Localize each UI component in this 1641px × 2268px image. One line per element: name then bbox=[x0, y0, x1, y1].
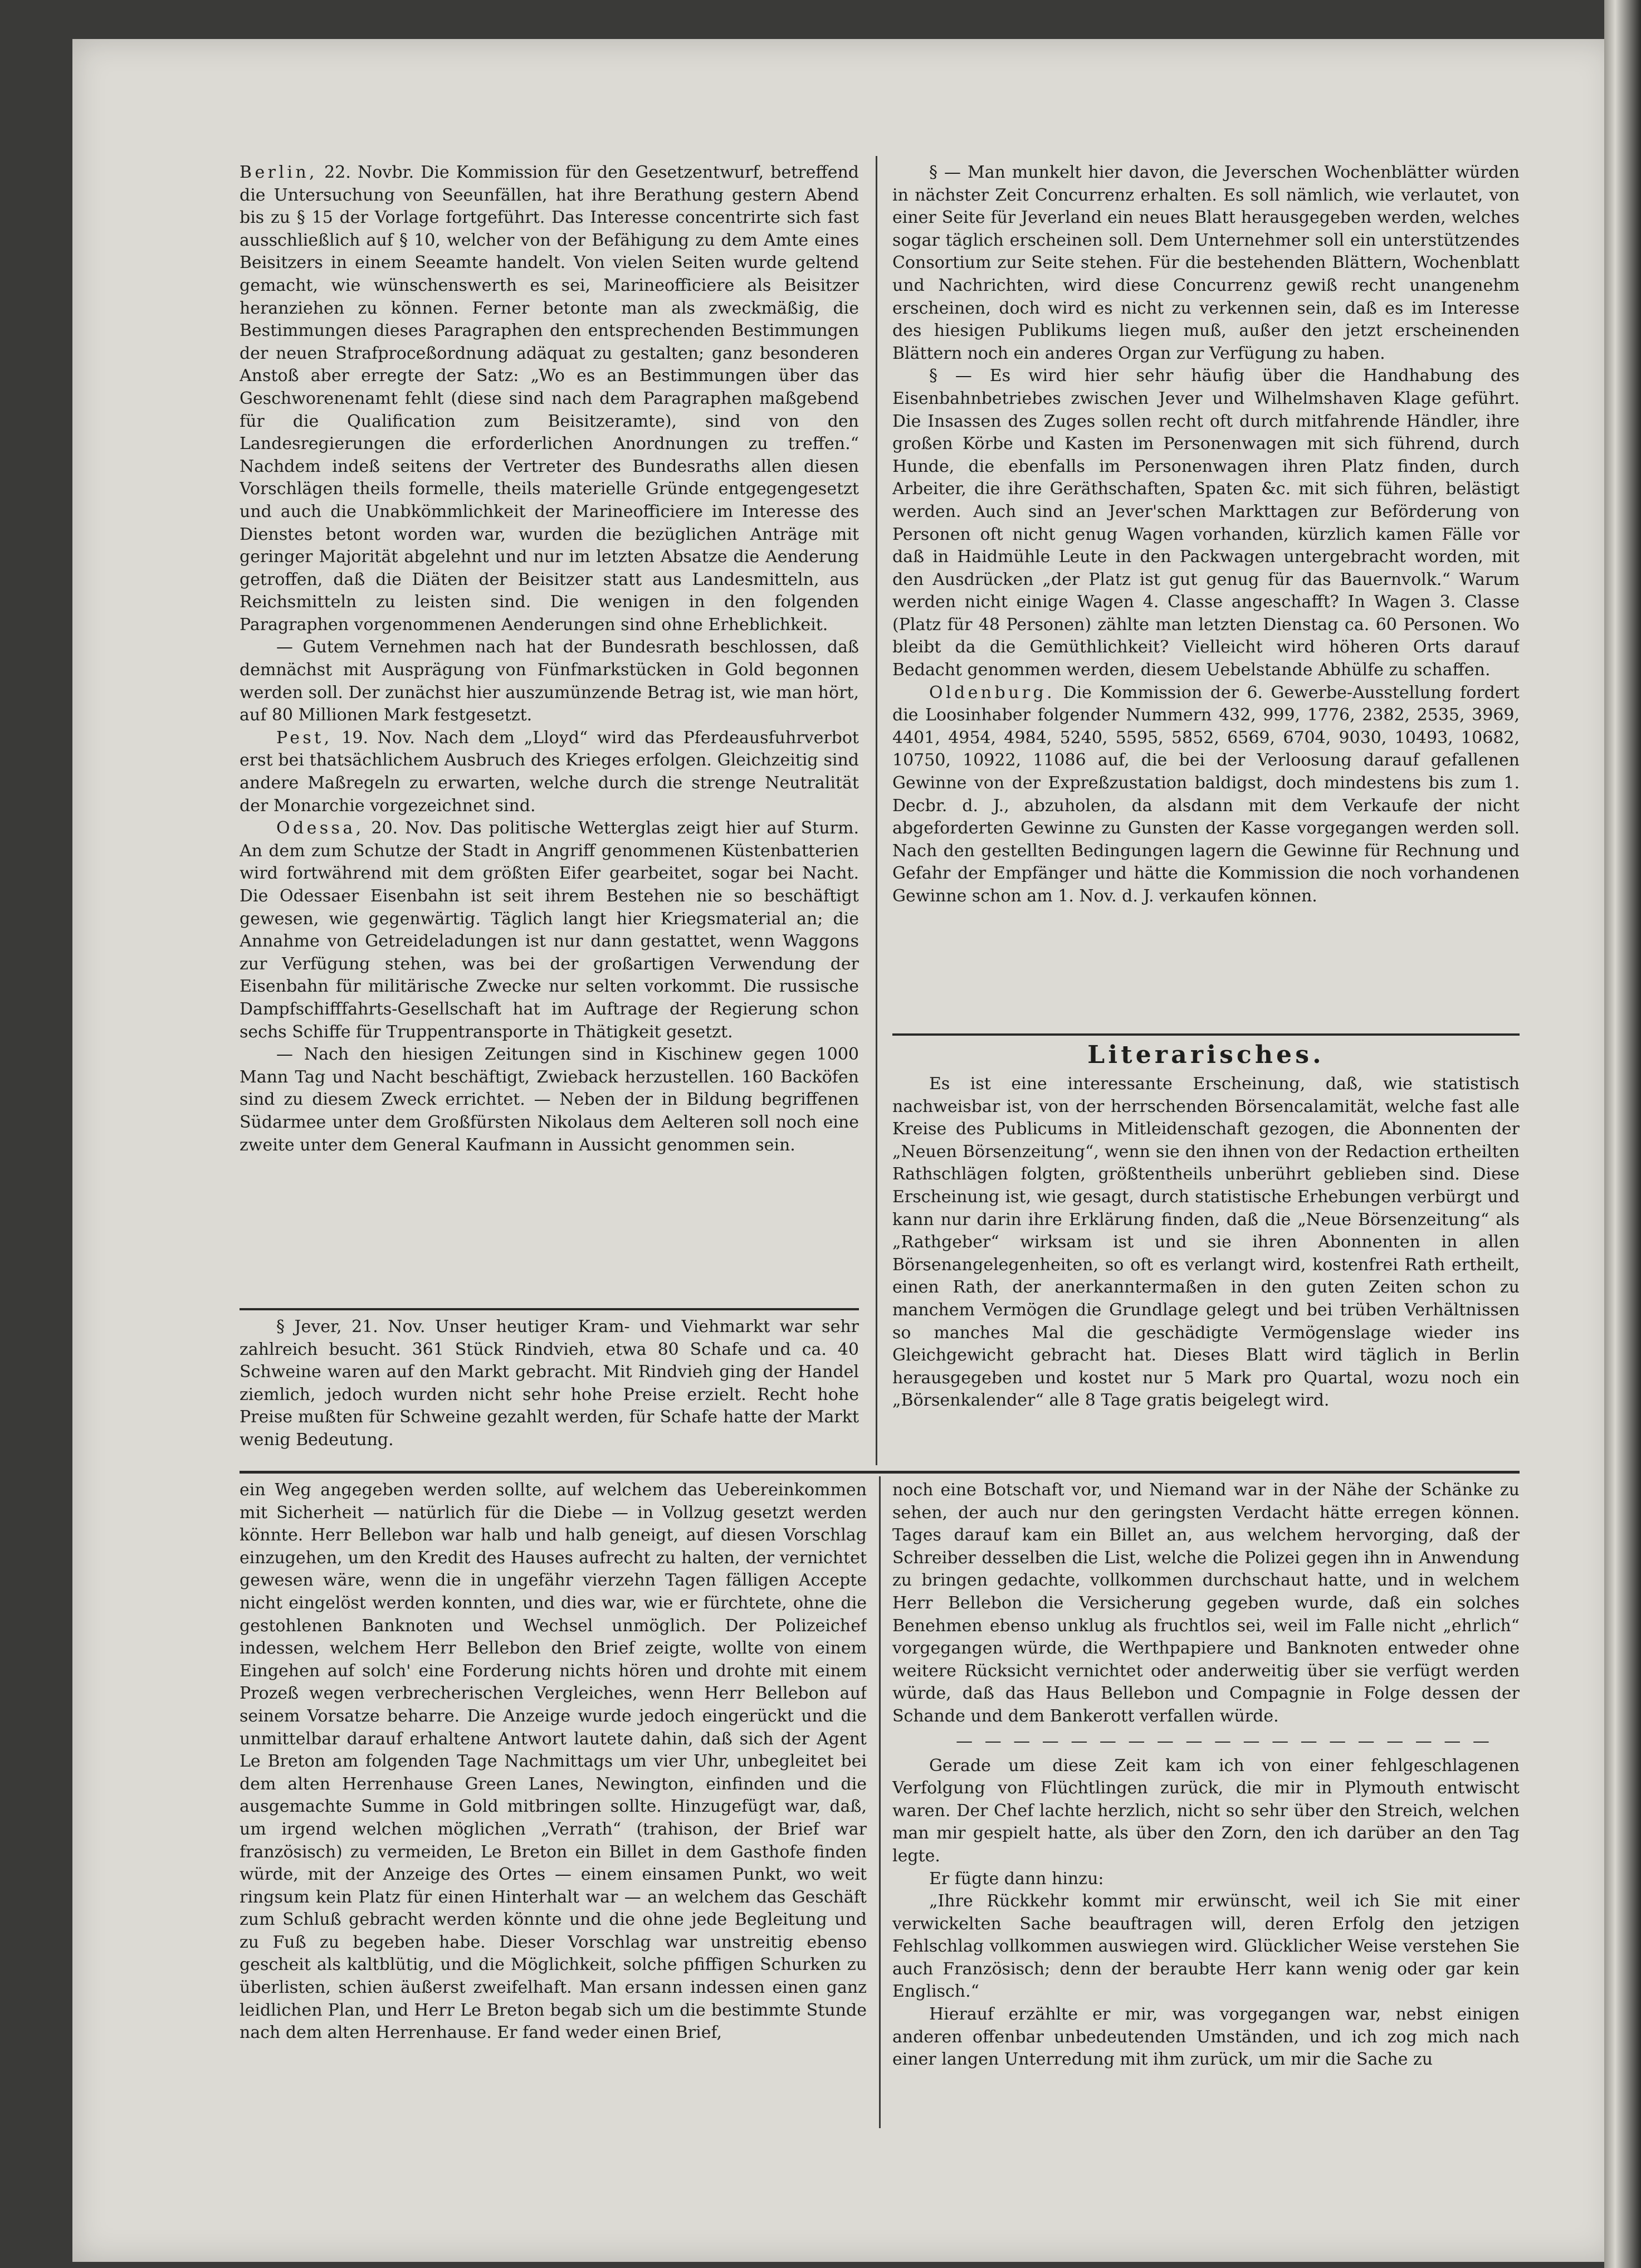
feuilleton-para-1: noch eine Botschaft vor, und Niemand war in der Nähe der Schänke zu sehen, der auch nur den geringsten Verdacht hätte erregen können. Tages darauf kam ein Billet an, aus welchem hervorging, daß der Schreiber desselben die List, welche die Polizei gegen ihn in Anwendung zu bringen gedachte, vollkommen durchschaut hatte, und in welchem Herr Bellebon die Versicherung gegeben wurde, daß ein solches Benehmen ebenso unklug als fruchtlos sei, weil im Falle nicht „ehrlich“ vorgegangen würde, die Werthpapiere und Banknoten entweder ohne weitere Rücksicht vernichtet oder anderweitig über sie verfügt werden würde, daß das Haus Bellebon und Compagnie in Folge dessen der Schande und dem Bankerott verfallen würde. bbox=[892, 1480, 1520, 1726]
article-kischinew: — Nach den hiesigen Zeitungen sind in Kischinew gegen 1000 Mann Tag und Nacht beschäftigt, Zwieback herzustellen. 160 Backöfen sind zu diesem Zweck errichtet. — Neben der in Bildung begriffenen Südarmee unter dem Großfürsten Nikolaus dem Aelteren soll noch eine zweite unter dem General Kaufmann in Aussicht genommen sein. bbox=[240, 1045, 859, 1155]
feuilleton-para-2: Gerade um diese Zeit kam ich von einer fehlgeschlagenen Verfolgung von Flüchtlingen zurück, die mir in Plymouth entwischt waren. Der Chef lachte herzlich, nicht so sehr über den Streich, welchen man mir gespielt hatte, als über den Zorn, den ich darüber an den Tag legte. bbox=[892, 1755, 1520, 1866]
feuilleton-para-5: Hierauf erzählte er mir, was vorgegangen war, nebst einigen anderen offenbar unbedeutenden Umständen, und ich zog mich nach einer langen Unterredung mit ihm zurück, um mir die Sache zu bbox=[892, 2004, 1520, 2070]
article-jever-press: § — Man munkelt hier davon, die Jeverschen Wochenblätter würden in nächster Zeit Concurrenz erhalten. Es soll nämlich, wie verlautet, von einer Seite für Jeverland ein neues Blatt herausgegeben werden, welches sogar täglich erscheinen soll. Dem Unternehmer soll ein unterstützendes Consortium zur Seite stehen. Für die bestehenden Blättern, Wochenblatt und Nachrichten, wird diese Concurrenz gewiß recht unangenehm erscheinen, doch wird es nicht zu verkennen sein, daß es im Interesse des hiesigen Publikums liegen muß, außer den jetzt erscheinenden Blättern noch ein anderes Organ zur Verfügung zu haben. bbox=[892, 163, 1520, 363]
article-oldenburg: Oldenburg. Die Kommission der 6. Gewerbe-Ausstellung fordert die Loosinhaber folgender Nummern 432, 999, 1776, 2382, 2535, 3969, 4401, 4954, 4984, 5240, 5595, 5852, 6569, 6704, 9030, 10493, 10682, 10750, 10922, 11086 auf, die bei der Verloosung darauf gefallenen Gewinne von der Expreßzustation baldigst, doch mindestens bis zum 1. Decbr. d. J., abzuholen, da alsdann mit dem Verkaufe der nicht abgeforderten Gewinne zu Gunsten der Kasse vorgegangen werden soll. Nach den gestellten Bedingungen lagern die Gewinne für Rechnung und Gefahr der Empfänger und hätte die Kommission die noch vorhandenen Gewinne schon am 1. Nov. d. J. verkaufen können. bbox=[892, 682, 1520, 906]
article-berlin: Berlin, 22. Novbr. Die Kommission für den Gesetzentwurf, betreffend die Untersuchung von Seeunfällen, hat ihre Berathung gestern Abend bis zu § 15 der Vorlage fortgeführt. Das Interesse concentrirte sich fast ausschließlich auf § 10, welcher von der Befähigung zu dem Amte eines Beisitzers in einem Seeamte handelt. Von vielen Seiten wurde geltend gemacht, wie wünschenswerth es sei, Marineofficiere als Beisitzer heranziehen zu können. Ferner betonte man als zweckmäßig, die Bestimmungen dieses Paragraphen den entsprechenden Bestimmungen der neuen Strafproceßordnung adäquat zu gestalten; ganz besonderen Anstoß aber erregte der Satz: „Wo es an Bestimmungen über das Geschworenenamt fehlt (diese sind nach dem Paragraphen maßgebend für die Qualification zum Beisitzeramte), sind von den Landesregierungen die erforderlichen Anordnungen zu treffen.“ Nachdem indeß seitens der Vertreter des Bundesraths allen diesen Vorschlägen theils formelle, theils materielle Gründe entgegengesetzt und auch die Unabkömmlichkeit der Marineofficiere im Interesse des Dienstes betont worden war, wurden die bezüglichen Anträge mit geringer Majorität abgelehnt und nur im letzten Absatze die Aenderung getroffen, daß die Diäten der Beisitzer statt aus Landesmitteln, aus Reichsmitteln zu leisten sind. Die wenigen in den folgenden Paragraphen vorgenommenen Aenderungen sind ohne Erheblichkeit. bbox=[240, 163, 859, 635]
feuilleton-text-left: ein Weg angegeben werden sollte, auf welchem das Uebereinkommen mit Sicherheit — natürlich für die Diebe — in Vollzug gesetzt werden könnte. Herr Bellebon war halb und halb geneigt, auf diesen Vorschlag einzugehen, um den Kredit des Hauses aufrecht zu halten, der vernichtet gewesen wäre, wenn die in ungefähr vierzehn Tagen fälligen Accepte nicht eingelöst werden konnten, und dies war, wie er fürchtete, ohne die gestohlenen Banknoten und Wechsel unmöglich. Der Polizeichef indessen, welchem Herr Bellebon den Brief zeigte, wollte von einem Eingehen auf solch' eine Forderung nichts hören und drohte mit einem Prozeß wegen verbrecherischen Vergleiches, wenn Herr Bellebon auf seinem Vorsatze beharre. Die Anzeige wurde jedoch eingerückt und die unmittelbar darauf erhaltene Antwort lautete dahin, daß sich der Agent Le Breton am folgenden Tage Nachmittags um vier Uhr, unbegleitet bei dem alten Herrenhause Green Lanes, Newington, einfinden und die ausgemachte Summe in Gold mitbringen sollte. Hinzugefügt war, daß, um irgend welchen möglichen „Verrath“ (trahison, der Brief war französisch) zu vermeiden, Le Breton ein Billet in dem Gasthofe finden würde, mit der Anzeige des Ortes — einem einsamen Punkt, wo weit ringsum kein Platz für einen Hinterhalt war — an welchem das Geschäft zum Schluß gebracht werden könnte und die ohne jede Begleitung und zu Fuß zu begeben habe. Dieser Vorschlag war unstreitig ebenso gescheit als kaltblütig, und die Möglichkeit, solche pfiffigen Schurken zu überlisten, schien äußerst zweifelhaft. Man ersann indessen einen ganz leidlichen Plan, und Herr Le Breton begab sich um die bestimmte Stunde nach dem alten Herrenhause. Er fand weder einen Brief, bbox=[240, 1480, 867, 2043]
news-column-left bbox=[240, 162, 859, 1301]
literary-heading: Literarisches. bbox=[1087, 1041, 1325, 1069]
feuilleton-para-3: Er fügte dann hinzu: bbox=[929, 1869, 1104, 1889]
page-edge bbox=[1604, 0, 1641, 2268]
section-rule-left bbox=[240, 1308, 859, 1310]
literary-text: Es ist eine interessante Erscheinung, daß, wie statistisch nachweisbar ist, von der herrschenden Börsencalamität, welche fast alle Kreise des Publicums in Mitleidenschaft gezogen, die Abonnenten der „Neuen Börsenzeitung“, wenn sie den ihnen von der Redaction ertheilten Rathschlägen folgten, größtentheils unberührt geblieben sind. Diese Erscheinung ist, wie gesagt, durch statistische Erhebungen verbürgt und kann nur darin ihre Erklärung finden, daß die „Neue Börsenzeitung“ als „Rathgeber“ wirksam ist und sie ihren Abonnenten in allen Börsenangelegenheiten, so oft es verlangt wird, kostenfrei Rath ertheilt, einen Rath, der anerkanntermaßen in den guten Zeiten schon zu manchem Vermögen die Grundlage gelegt und bei trüben Verhältnissen so manches Mal die geschädigte Vermögenslage wieder ins Gleichgewicht gebracht hat. Dieses Blatt wird täglich in Berlin herausgegeben und kostet nur 5 Mark pro Quartal, wozu noch ein „Börsenkalender“ alle 8 Tage gratis beigelegt wird. bbox=[892, 1074, 1520, 1411]
column-divider-bottom bbox=[879, 1476, 881, 2128]
feuilleton-column-left bbox=[240, 1479, 867, 2125]
news-column-jever bbox=[240, 1316, 859, 1462]
article-railway: § — Es wird hier sehr häufig über die Handhabung des Eisenbahnbetriebes zwischen Jever und Wilhelmshaven Klage geführt. Die Insassen des Zuges sollen recht oft durch mitfahrende Händler, ihre großen Körbe und Kasten im Personenwagen mit sich führend, durch Hunde, die ebenfalls im Personenwagen ihren Platz finden, durch Arbeiter, die ihre Geräthschaften, Spaten &c. mit sich führen, belästigt werden. Auch sind an Jever'schen Markttagen zur Beförderung von Personen oft nicht genug Wagen vorhanden, kürzlich kamen Fälle vor daß in Haidmühle Leute in den Packwagen untergebracht worden, mit den Ausdrücken „der Platz ist gut genug für das Bauernvolk.“ Warum werden nicht einige Wagen 4. Classe angeschafft? In Wagen 3. Classe (Platz für 48 Personen) zählte man letzten Dienstag ca. 60 Personen. Wo bleibt da die Gemüthlichkeit? Vielleicht wird höheren Orts darauf Bedacht genommen werden, diesem Uebelstande Abhülfe zu schaffen. bbox=[892, 366, 1520, 680]
feuilleton-para-4: „Ihre Rückkehr kommt mir erwünscht, weil ich Sie mit einer verwickelten Sache beauftragen will, deren Erfolg den jetzigen Fehlschlag vollkommen auswiegen wird. Glücklicher Weise verstehen Sie auch Französisch; denn der beraubte Herr kann wenig oder gar kein Englisch.“ bbox=[892, 1891, 1520, 2002]
article-odessa: Odessa, 20. Nov. Das politische Wetterglas zeigt hier auf Sturm. An dem zum Schutze der Stadt in Angriff genommenen Küstenbatterien wird fortwährend mit dem größten Eifer gearbeitet, sogar bei Nacht. Die Odessaer Eisenbahn ist seit ihrem Bestehen nie so beschäftigt gewesen, wie gegenwärtig. Täglich langt hier Kriegsmaterial an; die Annahme von Getreideladungen ist nur dann gestattet, wenn Waggons zur Verfügung stehen, was bei der großartigen Verwendung der Eisenbahn für militärische Zwecke nur selten vorkommt. Die russische Dampfschifffahrts-Gesellschaft hat im Auftrage der Regierung schon sechs Schiffe für Truppentransporte in Thätigkeit gesetzt. bbox=[240, 818, 859, 1042]
literary-column bbox=[892, 1036, 1520, 1465]
column-divider-top bbox=[876, 156, 877, 1465]
news-column-right bbox=[892, 162, 1520, 1028]
article-pest: Pest, 19. Nov. Nach dem „Lloyd“ wird das Pferdeausfuhrverbot erst bei thatsächlichem Ausbruch des Krieges erfolgen. Gleichzeitig sind andere Maßregeln zu erwarten, welche durch die strenge Neutralität der Monarchie vorgezeichnet sind. bbox=[240, 728, 859, 816]
section-dashes: — — — — — — — — — — — — — — — — — — — bbox=[956, 1731, 1493, 1751]
feuilleton-rule bbox=[240, 1471, 1520, 1474]
article-jever: § Jever, 21. Nov. Unser heutiger Kram- und Viehmarkt war sehr zahlreich besucht. 361 Stück Rindvieh, etwa 80 Schafe und ca. 40 Schweine waren auf den Markt gebracht. Mit Rindvieh ging der Handel ziemlich, jedoch wurden nicht sehr hohe Preise erzielt. Recht hohe Preise mußten für Schweine gezahlt werden, für Schafe hatte der Markt wenig Bedeutung. bbox=[240, 1317, 859, 1450]
article-berlin-coins: — Gutem Vernehmen nach hat der Bundesrath beschlossen, daß demnächst mit Ausprägung von Fünfmarkstücken in Gold begonnen werden soll. Der zunächst hier auszumünzende Betrag ist, wie man hört, auf 80 Millionen Mark festgesetzt. bbox=[240, 637, 859, 725]
feuilleton-column-right bbox=[892, 1479, 1520, 2125]
section-rule-right bbox=[892, 1033, 1520, 1036]
